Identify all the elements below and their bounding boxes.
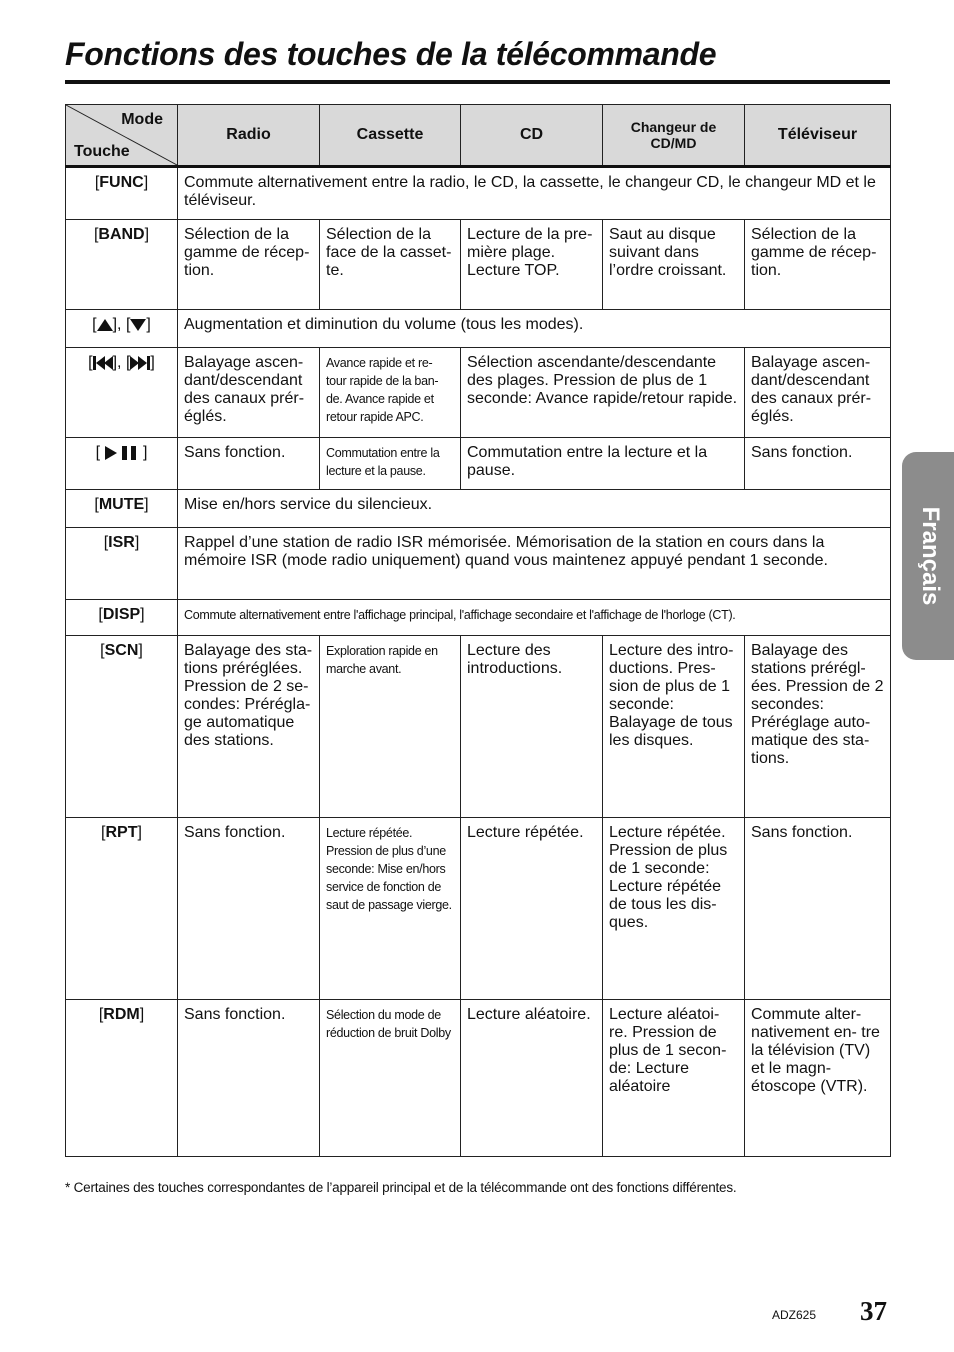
- key-func-label: FUNC: [99, 174, 144, 191]
- key-scn: [SCN]: [66, 636, 178, 818]
- key-func: [FUNC]: [66, 167, 178, 220]
- mute-description: Mise en/hors service du silencieux.: [178, 490, 891, 528]
- band-cd: Lecture de la pre- mière plage. Lecture TOP.: [461, 220, 603, 310]
- rpt-cd: Lecture répétée.: [461, 818, 603, 1000]
- rdm-tv: Commute alter- nativement en- tre la télévision (TV) et le magn- étoscope (VTR).: [745, 1000, 891, 1157]
- header-corner-cell: [66, 105, 178, 167]
- key-volume: [ ], [ ]: [66, 310, 178, 348]
- skip-back-icon: [93, 356, 113, 370]
- skip-forward-icon: [130, 356, 150, 370]
- rpt-radio: Sans fonction.: [178, 818, 320, 1000]
- skip-cd-changeur: Sélection ascendante/descendante des plages. Pression de plus de 1 seconde: Avance rapide/retour rapide.: [461, 348, 745, 438]
- table-row: [66, 1000, 891, 1157]
- rdm-cd: Lecture aléatoire.: [461, 1000, 603, 1157]
- table-row: [66, 818, 891, 1000]
- key-rpt-label: RPT: [105, 824, 138, 841]
- rpt-changeur: Lecture répétée. Pression de plus de 1 seconde: Lecture répétée de tous les dis- ques.: [603, 818, 745, 1000]
- header-cd: CD: [461, 105, 603, 167]
- header-cassette: Cassette: [320, 105, 461, 167]
- table-row: [66, 600, 891, 636]
- rpt-tv: Sans fonction.: [745, 818, 891, 1000]
- key-separator: ,: [117, 354, 126, 371]
- header-tv: Téléviseur: [745, 105, 891, 167]
- header-touche-label: Touche: [74, 143, 130, 160]
- key-band-label: BAND: [98, 226, 145, 243]
- play-cassette: Commutation entre la lecture et la pause.: [320, 438, 461, 490]
- table-row: [66, 167, 891, 220]
- key-rdm: [RDM]: [66, 1000, 178, 1157]
- header-changeur: Changeur de CD/MD: [603, 105, 745, 167]
- key-mute: [MUTE]: [66, 490, 178, 528]
- page-number: 37: [860, 1296, 887, 1326]
- scn-radio: Balayage des sta- tions préréglées. Pression de 2 se- condes: Prérégla- ge automatique des stations.: [178, 636, 320, 818]
- title-rule: [65, 80, 890, 84]
- table-row: [66, 528, 891, 600]
- table-row: [66, 310, 891, 348]
- volume-description: Augmentation et diminution du volume (tous les modes).: [178, 310, 891, 348]
- table-row: [66, 348, 891, 438]
- triangle-down-icon: [130, 319, 146, 331]
- page-title: Fonctions des touches de la télécommande: [65, 36, 717, 72]
- rdm-changeur: Lecture aléatoi- re. Pression de plus de 1 secon- de: Lecture aléatoire: [603, 1000, 745, 1157]
- band-tv: Sélection de la gamme de récep- tion.: [745, 220, 891, 310]
- func-description: Commute alternativement entre la radio, le CD, la cassette, le changeur CD, le changeur MD et le téléviseur.: [178, 167, 891, 220]
- play-cd-changeur: Commutation entre la lecture et la pause.: [461, 438, 745, 490]
- header-radio: Radio: [178, 105, 320, 167]
- play-pause-icon: [105, 446, 139, 460]
- scn-changeur: Lecture des intro- ductions. Pres- sion de plus de 1 seconde: Balayage de tous les disques.: [603, 636, 745, 818]
- disp-description: Commute alternativement entre l'affichage principal, l'affichage secondaire et l'affichage de l'horloge (CT).: [178, 600, 891, 636]
- key-skip: [ ], [ ]: [66, 348, 178, 438]
- rdm-cassette: Sélection du mode de réduction de bruit Dolby: [320, 1000, 461, 1157]
- rdm-radio: Sans fonction.: [178, 1000, 320, 1157]
- remote-functions-table: [65, 104, 891, 1157]
- triangle-up-icon: [97, 319, 113, 331]
- key-scn-label: SCN: [104, 642, 139, 659]
- language-side-tab: [902, 452, 954, 660]
- skip-radio: Balayage ascen- dant/descendant des canaux prér- églés.: [178, 348, 320, 438]
- rpt-cassette: Lecture répétée. Pression de plus d’une seconde: Mise en/hors service de fonction de saut de passage vierge.: [320, 818, 461, 1000]
- language-side-tab-label: Français: [917, 506, 944, 606]
- key-mute-label: MUTE: [98, 496, 145, 513]
- footnote: * Certaines des touches correspondantes de l’appareil principal et de la télécommande ont des fonctions différentes.: [65, 1180, 737, 1195]
- scn-cd: Lecture des introductions.: [461, 636, 603, 818]
- table-row: [66, 438, 891, 490]
- table-row: [66, 220, 891, 310]
- key-isr: [ISR]: [66, 528, 178, 600]
- table-row: [66, 490, 891, 528]
- key-play-pause: [ ]: [66, 438, 178, 490]
- header-mode-label: Mode: [121, 111, 163, 128]
- skip-cassette: Avance rapide et re- tour rapide de la ban- de. Avance rapide et retour rapide APC.: [320, 348, 461, 438]
- key-disp: [DISP]: [66, 600, 178, 636]
- key-isr-label: ISR: [108, 534, 135, 551]
- band-radio: Sélection de la gamme de récep- tion.: [178, 220, 320, 310]
- isr-description: Rappel d’une station de radio ISR mémorisée. Mémorisation de la station en cours dans la mémoire ISR (mode radio uniquement) quand vous maintenez appuyé pendant 1 seconde.: [178, 528, 891, 600]
- key-rdm-label: RDM: [103, 1006, 140, 1023]
- scn-tv: Balayage des stations prérégl- ées. Pression de 2 secondes: Préréglage auto- matique des sta- tions.: [745, 636, 891, 818]
- table-header-row: [66, 105, 891, 167]
- key-separator: ,: [117, 316, 126, 333]
- key-disp-label: DISP: [102, 606, 141, 623]
- play-radio: Sans fonction.: [178, 438, 320, 490]
- key-band: [BAND]: [66, 220, 178, 310]
- key-rpt: [RPT]: [66, 818, 178, 1000]
- band-cassette: Sélection de la face de la casset- te.: [320, 220, 461, 310]
- model-number: ADZ625: [772, 1308, 817, 1322]
- play-tv: Sans fonction.: [745, 438, 891, 490]
- skip-tv: Balayage ascen- dant/descendant des canaux prér- églés.: [745, 348, 891, 438]
- scn-cassette: Exploration rapide en marche avant.: [320, 636, 461, 818]
- table-row: [66, 636, 891, 818]
- band-changeur: Saut au disque suivant dans l’ordre croissant.: [603, 220, 745, 310]
